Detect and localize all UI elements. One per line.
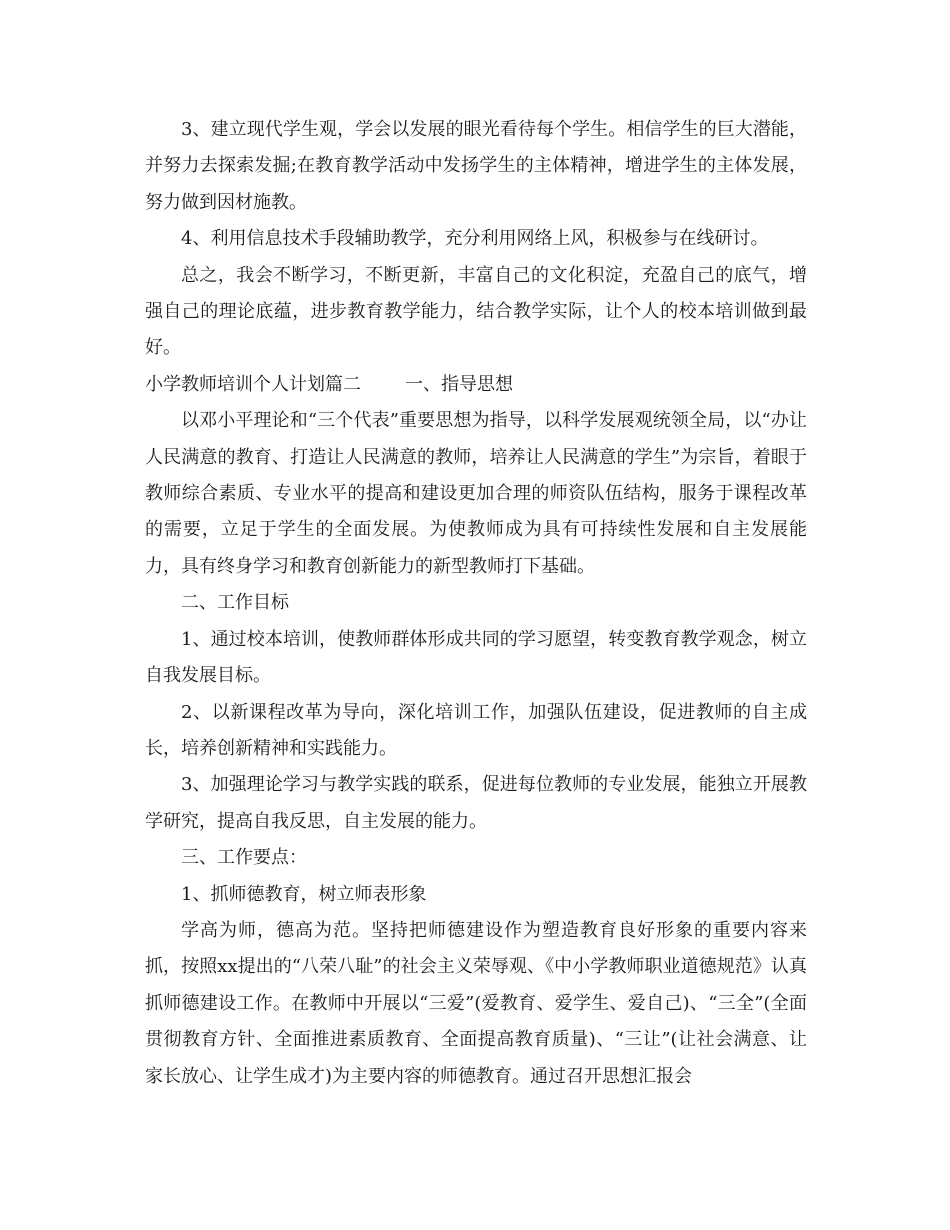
- document-title: 小学教师培训个人计划篇二: [145, 373, 361, 395]
- paragraph-summary: 总之，我会不断学习，不断更新，丰富自己的文化积淀，充盈自己的底气，增强自己的理论底蕴，进步教育教学能力，结合教学实际，让个人的校本培训做到最好。: [145, 264, 807, 359]
- document-body: [145, 112, 807, 1095]
- section-heading-guiding-ideology: 一、指导思想: [405, 373, 513, 395]
- paragraph-guiding-ideology: 以邓小平理论和“三个代表”重要思想为指导，以科学发展观统领全局，以“办让人民满意的教育、打造让人民满意的教师，培养让人民满意的学生”为宗旨，着眼于教师综合素质、专业水平的提高和建设更加合理的师资队伍结构，服务于课程改革的需要，立足于学生的全面发展。为使教师成为具有可持续性发展和自主发展能力，具有终身学习和教育创新能力的新型教师打下基础。: [145, 410, 807, 577]
- section-heading-work-goals: 二、工作目标: [181, 592, 289, 614]
- paragraph-student-view: 3、建立现代学生观，学会以发展的眼光看待每个学生。相信学生的巨大潜能，并努力去探索发掘;在教育教学活动中发扬学生的主体精神，增进学生的主体发展，努力做到因材施教。: [145, 119, 807, 213]
- paragraph-goal-3: 3、加强理论学习与教学实践的联系，促进每位教师的专业发展，能独立开展教学研究，提高自我反思，自主发展的能力。: [145, 774, 807, 832]
- subheading-ethics-education: 1、抓师德教育，树立师表形象: [181, 883, 427, 905]
- section-heading-key-points: 三、工作要点：: [181, 847, 307, 869]
- paragraph-goal-2: 2、以新课程改革为导向，深化培训工作，加强队伍建设，促进教师的自主成长，培养创新精神和实践能力。: [145, 701, 807, 759]
- paragraph-goal-1: 1、通过校本培训，使教师群体形成共同的学习愿望，转变教育教学观念，树立自我发展目标。: [145, 628, 807, 687]
- paragraph-ethics-education: 学高为师，德高为范。坚持把师德建设作为塑造教育良好形象的重要内容来抓，按照xx提出的“八荣八耻”的社会主义荣辱观、《中小学教师职业道德规范》认真抓师德建设工作。在教师中开展以“三爱”(爱教育、爱学生、爱自己)、“三全”(全面贯彻教育方针、全面推进素质教育、全面提高教育质量)、“三让”(让社会满意、让家长放心、让学生成才)为主要内容的师德教育。通过召开思想汇报会: [145, 919, 807, 1087]
- section-heading-line: [145, 367, 807, 403]
- paragraph-info-tech: 4、利用信息技术手段辅助教学，充分利用网络上风，积极参与在线研讨。: [181, 228, 769, 250]
